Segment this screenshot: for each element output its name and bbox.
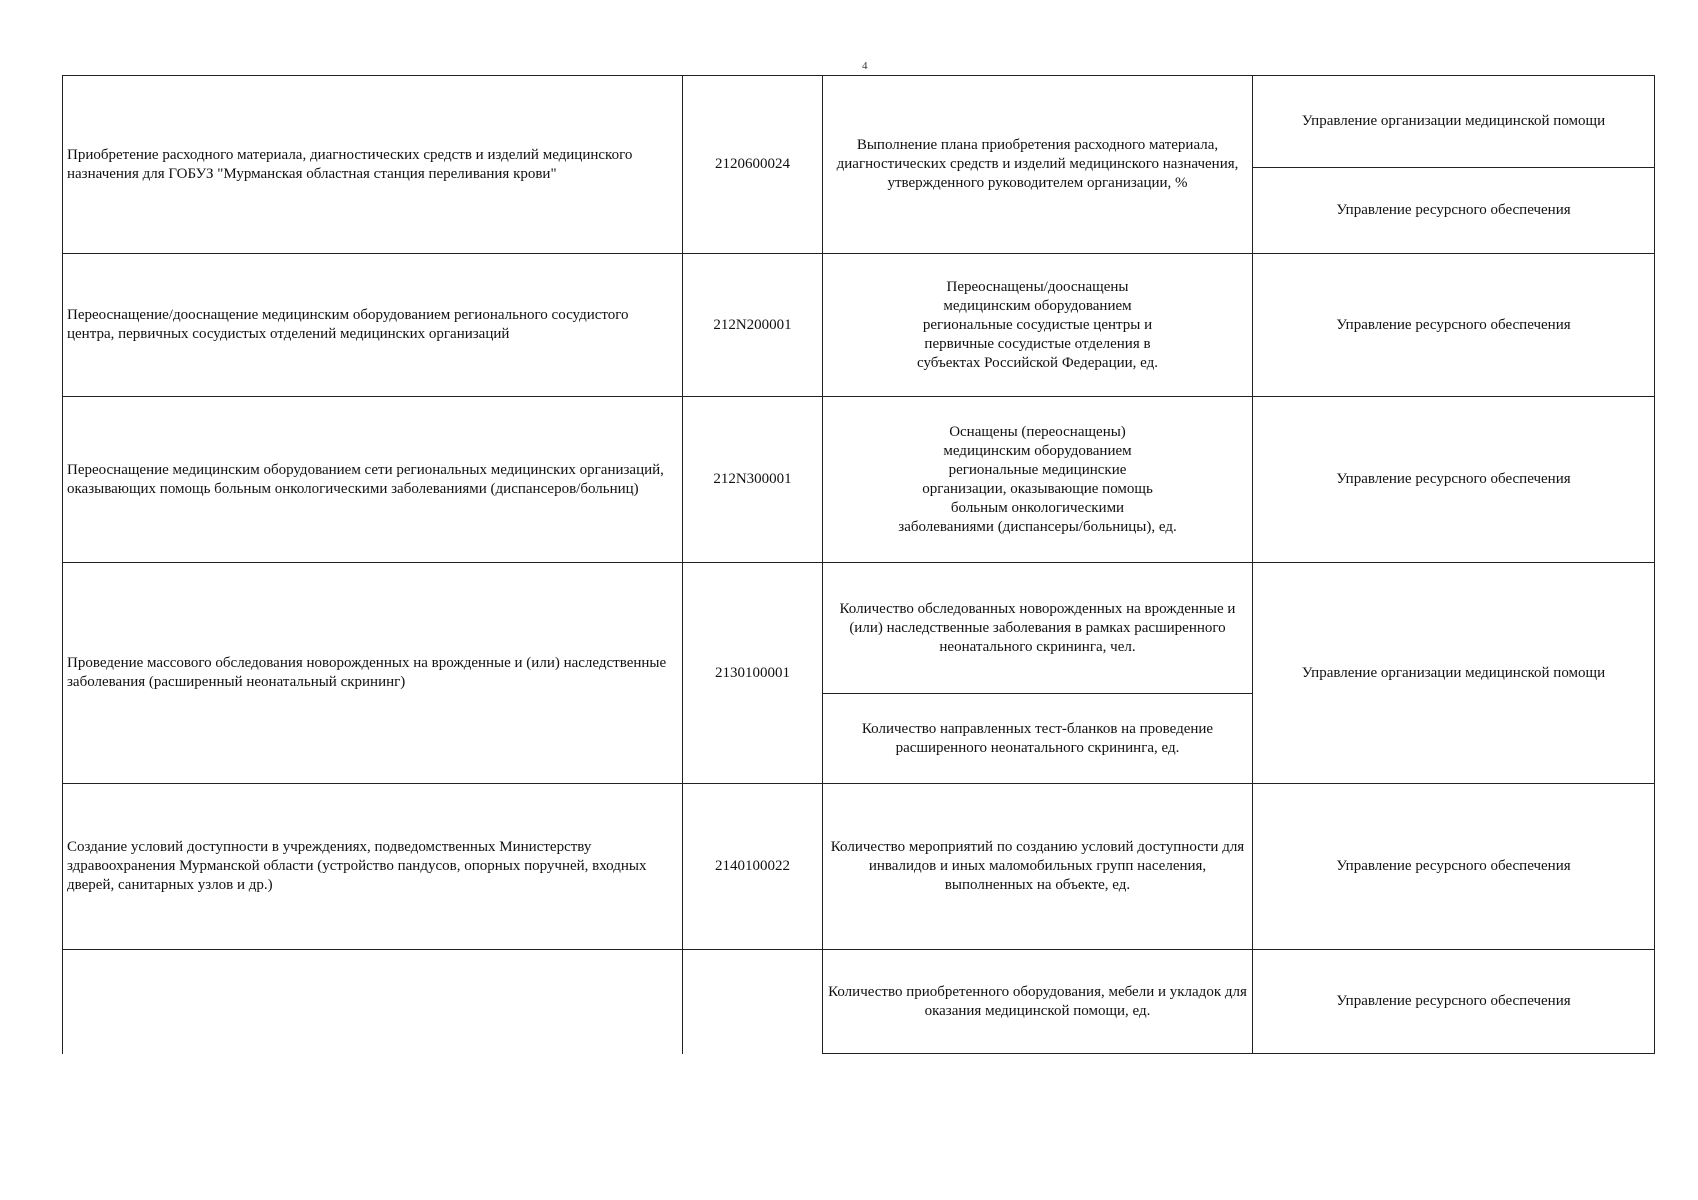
measure-name-cell: Проведение массового обследования новорожденных на врожденные и (или) наследственные заболевания (расширенный неонатальный скрининг) <box>63 563 683 784</box>
indicator-cell: Количество мероприятий по созданию условий доступности для инвалидов и иных маломобильных групп населения, выполненных на объекте, ед. <box>823 784 1253 950</box>
indicator-cell: Выполнение плана приобретения расходного материала, диагностических средств и изделий медицинского назначения, утвержденного руководителем организации, % <box>823 76 1253 254</box>
measure-code-cell <box>683 950 823 1054</box>
department-cell: Управление организации медицинской помощи <box>1253 76 1655 168</box>
department-cell: Управление ресурсного обеспечения <box>1253 254 1655 397</box>
measure-name-cell <box>63 950 683 1054</box>
table-row <box>63 254 1655 397</box>
indicator-cell: Количество обследованных новорожденных на врожденные и (или) наследственные заболевания в рамках расширенного неонатального скрининга, чел. <box>823 563 1253 694</box>
measure-code-cell: 2130100001 <box>683 563 823 784</box>
measure-name-cell: Создание условий доступности в учреждениях, подведомственных Министерству здравоохранения Мурманской области (устройство пандусов, опорных поручней, входных дверей, санитарных узлов и др.) <box>63 784 683 950</box>
department-cell: Управление ресурсного обеспечения <box>1253 397 1655 563</box>
department-cell: Управление организации медицинской помощи <box>1253 563 1655 784</box>
measure-code-cell: 212N300001 <box>683 397 823 563</box>
table-row <box>63 784 1655 950</box>
indicator-cell: Количество приобретенного оборудования, мебели и укладок для оказания медицинской помощи, ед. <box>823 950 1253 1054</box>
department-cell: Управление ресурсного обеспечения <box>1253 950 1655 1054</box>
table-row <box>63 397 1655 563</box>
measure-code-cell: 212N200001 <box>683 254 823 397</box>
measure-name-cell: Переоснащение медицинским оборудованием сети региональных медицинских организаций, оказывающих помощь больным онкологическими заболеваниями (диспансеров/больниц) <box>63 397 683 563</box>
table-row <box>63 76 1655 168</box>
measure-code-cell: 2120600024 <box>683 76 823 254</box>
measure-name-cell: Приобретение расходного материала, диагностических средств и изделий медицинского назначения для ГОБУЗ "Мурманская областная станция переливания крови" <box>63 76 683 254</box>
table-row <box>63 950 1655 1054</box>
measures-table <box>62 75 1655 1054</box>
department-cell: Управление ресурсного обеспечения <box>1253 168 1655 254</box>
table-row <box>63 563 1655 694</box>
department-cell: Управление ресурсного обеспечения <box>1253 784 1655 950</box>
indicator-cell: Количество направленных тест-бланков на проведение расширенного неонатального скрининга, ед. <box>823 694 1253 784</box>
page-number: 4 <box>862 60 868 72</box>
indicator-cell: Переоснащены/дооснащены медицинским оборудованием региональные сосудистые центры и первичные сосудистые отделения в субъектах Российской Федерации, ед. <box>823 254 1253 397</box>
indicator-cell: Оснащены (переоснащены) медицинским оборудованием региональные медицинские организации, оказывающие помощь больным онкологическими заболеваниями (диспансеры/больницы), ед. <box>823 397 1253 563</box>
measure-name-cell: Переоснащение/дооснащение медицинским оборудованием регионального сосудистого центра, первичных сосудистых отделений медицинских организаций <box>63 254 683 397</box>
measure-code-cell: 2140100022 <box>683 784 823 950</box>
